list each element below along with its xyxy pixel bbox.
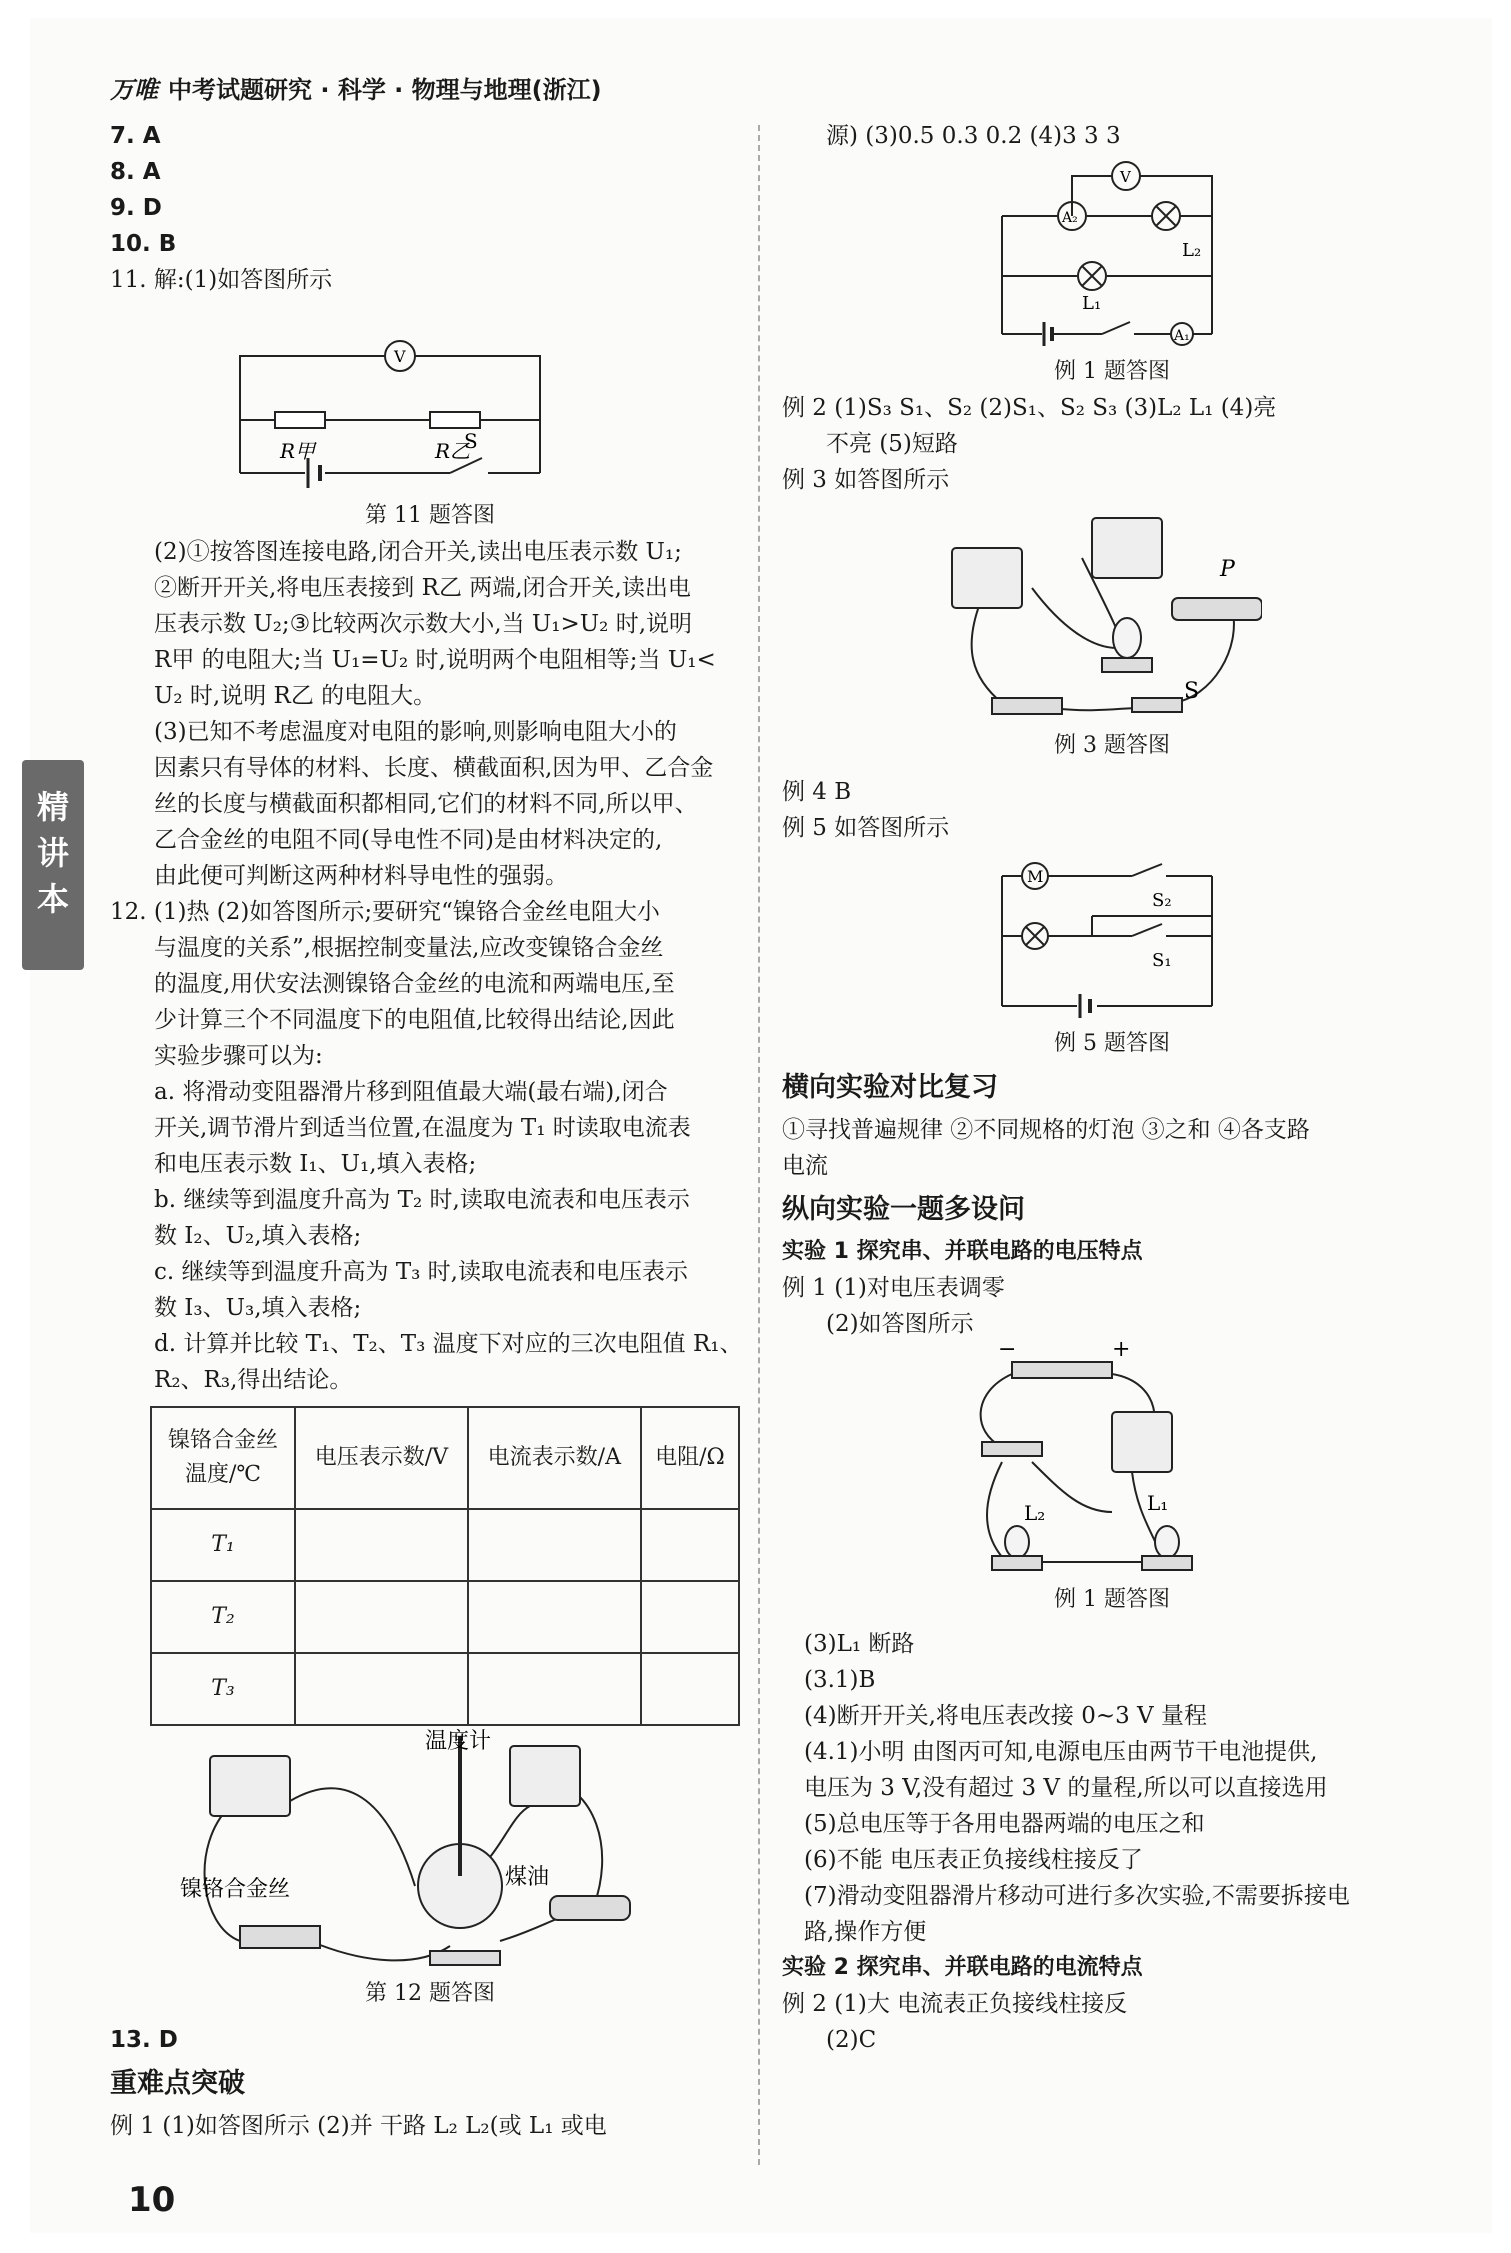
text-line: 数 I₂、U₂,填入表格; (154, 1223, 362, 1249)
example-3-apparatus (942, 498, 1262, 728)
text-line: 电压为 3 V,没有超过 3 V 的量程,所以可以直接选用 (804, 1775, 1328, 1801)
experiment-1-part2: (2)如答图所示 (826, 1311, 974, 1337)
section-title: 纵向实验一题多设问 (782, 1194, 1025, 1225)
text-line: 由此便可判断这两种材料导电性的强弱。 (154, 863, 568, 889)
ammeter-a2-label: A₂ (1062, 210, 1078, 226)
side-tab-char: 精 (36, 788, 69, 826)
example-4: 例 4 B (782, 779, 852, 805)
text-line: b. 继续等到温度升高为 T₂ 时,读取电流表和电压表示 (154, 1187, 690, 1213)
text-line: 路,操作方便 (804, 1919, 927, 1945)
text-line: U₂ 时,说明 R乙 的电阻大。 (154, 683, 437, 709)
experiment-2-title: 实验 2 探究串、并联电路的电流特点 (782, 1955, 1143, 1980)
table-cell: T₂ (151, 1581, 295, 1653)
answer-11-part2 (110, 534, 750, 714)
example-1: 例 1 (1)如答图所示 (2)并 干路 L₂ L₂(或 L₁ 或电 (110, 2113, 607, 2139)
example-2: 例 2 (1)S₃ S₁、S₂ (2)S₁、S₂ S₃ (3)L₂ L₁ (4)亮 (782, 395, 1277, 421)
page-number: 10 (128, 2180, 176, 2220)
table-cell: T₁ (151, 1509, 295, 1581)
table-cell (641, 1653, 739, 1725)
example-5-caption: 例 5 题答图 (1054, 1031, 1170, 1056)
text-line: (5)总电压等于各用电器两端的电压之和 (804, 1811, 1205, 1837)
table-cell (468, 1653, 641, 1725)
switch-s-label: S (1184, 679, 1200, 704)
motor-label: M (1027, 867, 1044, 886)
example-1-caption: 例 1 题答图 (1054, 359, 1170, 384)
answer-12 (110, 894, 750, 1398)
text-line: 乙合金丝的电阻不同(导电性不同)是由材料决定的, (154, 827, 663, 853)
text-line: (6)不能 电压表正负接线柱接反了 (804, 1847, 1143, 1873)
answer-11-part3 (110, 714, 750, 894)
text-line: 开关,调节滑片到适当位置,在温度为 T₁ 时读取电流表 (154, 1115, 691, 1141)
lamp-l2-label: L₂ (1024, 1501, 1046, 1525)
text-line: 与温度的关系”,根据控制变量法,应改变镍铬合金丝 (154, 935, 664, 961)
ammeter-a1-label: A₁ (1174, 328, 1190, 344)
text-line: (3)已知不考虑温度对电阻的影响,则影响电阻大小的 (154, 719, 677, 745)
table-header: 电阻/Ω (641, 1407, 739, 1509)
minus-terminal-label: − (998, 1342, 1017, 1362)
text-line: R甲 的电阻大;当 U₁=U₂ 时,说明两个电阻相等;当 U₁< (154, 647, 716, 673)
experiment-1-caption: 例 1 题答图 (1054, 1587, 1170, 1612)
text-line: a. 将滑动变阻器滑片移到阻值最大端(最右端),闭合 (154, 1079, 668, 1105)
right-column (782, 118, 1442, 2058)
experiment-1-example-1: 例 1 (1)对电压表调零 (782, 1275, 1005, 1301)
answer-13: 13. D (110, 2027, 178, 2053)
table-row (151, 1509, 739, 1581)
answer-8: 8. A (110, 159, 161, 185)
text-line: 数 I₃、U₃,填入表格; (154, 1295, 362, 1321)
table-row (151, 1653, 739, 1725)
table-cell (468, 1509, 641, 1581)
column-divider (758, 125, 760, 2165)
text-line: (4)断开开关,将电压表改接 0~3 V 量程 (804, 1703, 1207, 1729)
figure-11-caption: 第 11 题答图 (365, 503, 495, 528)
figure-12-apparatus (170, 1726, 730, 1976)
kerosene-label: 煤油 (505, 1865, 550, 1890)
comparison-answers: ①寻找普遍规律 ②不同规格的灯泡 ③之和 ④各支路 (782, 1117, 1310, 1143)
text-line: ②断开开关,将电压表接到 R乙 两端,闭合开关,读出电 (154, 575, 691, 601)
answer-9: 9. D (110, 195, 162, 221)
experiment-1-apparatus (962, 1342, 1222, 1582)
table-cell (295, 1509, 468, 1581)
table-cell (641, 1581, 739, 1653)
data-table (150, 1406, 740, 1726)
text-line: 少计算三个不同温度下的电阻值,比较得出结论,因此 (154, 1007, 675, 1033)
side-tab-char: 本 (36, 880, 69, 918)
answer-11: 11. 解:(1)如答图所示 (110, 267, 333, 293)
experiment-1-answers (782, 1626, 1442, 1950)
table-cell (641, 1509, 739, 1581)
switch-label: S (464, 429, 478, 453)
experiment-1-title: 实验 1 探究串、并联电路的电压特点 (782, 1239, 1143, 1264)
voltmeter-label: V (1120, 168, 1131, 186)
text-line: R₂、R₃,得出结论。 (154, 1367, 353, 1393)
text-line: 的温度,用伏安法测镍铬合金丝的电流和两端电压,至 (154, 971, 675, 997)
example-1-circuit (982, 154, 1242, 354)
comparison-answers-continued: 电流 (782, 1153, 828, 1179)
experiment-2-example-2: 例 2 (1)大 电流表正负接线柱接反 (782, 1991, 1128, 2017)
switch-s2-label: S₂ (1152, 890, 1172, 911)
example-3: 例 3 如答图所示 (782, 467, 950, 493)
text-line: 压表示数 U₂;③比较两次示数大小,当 U₁>U₂ 时,说明 (154, 611, 693, 637)
nichrome-wire-label: 镍铬合金丝 (180, 1877, 291, 1902)
experiment-2-part2: (2)C (826, 2027, 877, 2053)
section-title: 横向实验对比复习 (782, 1072, 998, 1103)
r1-label: R甲 (280, 439, 316, 463)
page-header (110, 70, 602, 105)
side-tab-char: 讲 (36, 834, 69, 872)
text-line: d. 计算并比较 T₁、T₂、T₃ 温度下对应的三次电阻值 R₁、 (154, 1331, 743, 1357)
example-5: 例 5 如答图所示 (782, 815, 950, 841)
example-3-caption: 例 3 题答图 (1054, 733, 1170, 758)
text-line: (3)L₁ 断路 (804, 1631, 915, 1657)
lamp-l2-label: L₂ (1182, 240, 1202, 261)
voltmeter-label: V (394, 347, 406, 366)
lamp-l1-label: L₁ (1082, 293, 1102, 314)
table-header: 电压表示数/V (295, 1407, 468, 1509)
text-line: 丝的长度与横截面积都相同,它们的材料不同,所以甲、 (154, 791, 698, 817)
figure-12-caption: 第 12 题答图 (365, 1981, 495, 2006)
table-cell (468, 1581, 641, 1653)
answer-10: 10. B (110, 231, 177, 257)
text-line: 因素只有导体的材料、长度、横截面积,因为甲、乙合金 (154, 755, 714, 781)
text-line: (7)滑动变阻器滑片移动可进行多次实验,不需要拆接电 (804, 1883, 1350, 1909)
table-header: 镍铬合金丝温度/℃ (151, 1407, 295, 1509)
example-1-continued: 源) (3)0.5 0.3 0.2 (4)3 3 3 (826, 123, 1121, 149)
text-line: (3.1)B (804, 1667, 876, 1693)
figure-11-circuit (220, 298, 640, 498)
switch-s1-label: S₁ (1152, 950, 1172, 971)
thermometer-label: 温度计 (425, 1729, 492, 1754)
text-line: 实验步骤可以为: (154, 1043, 323, 1069)
text-line: (4.1)小明 由图丙可知,电源电压由两节干电池提供, (804, 1739, 1318, 1765)
text-line: 和电压表示数 I₁、U₁,填入表格; (154, 1151, 477, 1177)
example-5-circuit (982, 846, 1242, 1026)
table-cell: T₃ (151, 1653, 295, 1725)
example-2-continued: 不亮 (5)短路 (826, 431, 958, 457)
table-row (151, 1581, 739, 1653)
answer-7: 7. A (110, 123, 161, 149)
rheostat-p-label: P (1220, 557, 1235, 582)
side-tab (22, 760, 84, 970)
text-line: 12. (1)热 (2)如答图所示;要研究“镍铬合金丝电阻大小 (110, 899, 660, 925)
table-cell (295, 1581, 468, 1653)
plus-terminal-label: + (1112, 1342, 1131, 1362)
section-title: 重难点突破 (110, 2068, 245, 2099)
lamp-l1-label: L₁ (1147, 1491, 1169, 1515)
header-title: 中考试题研究 · 科学 · 物理与地理(浙江) (168, 76, 602, 104)
brand-logo: 万唯 (110, 76, 158, 104)
left-column (110, 118, 750, 2144)
r2-label: R乙 (435, 439, 471, 463)
table-cell (295, 1653, 468, 1725)
table-header: 电流表示数/A (468, 1407, 641, 1509)
text-line: (2)①按答图连接电路,闭合开关,读出电压表示数 U₁; (154, 539, 682, 565)
text-line: c. 继续等到温度升高为 T₃ 时,读取电流表和电压表示 (154, 1259, 688, 1285)
